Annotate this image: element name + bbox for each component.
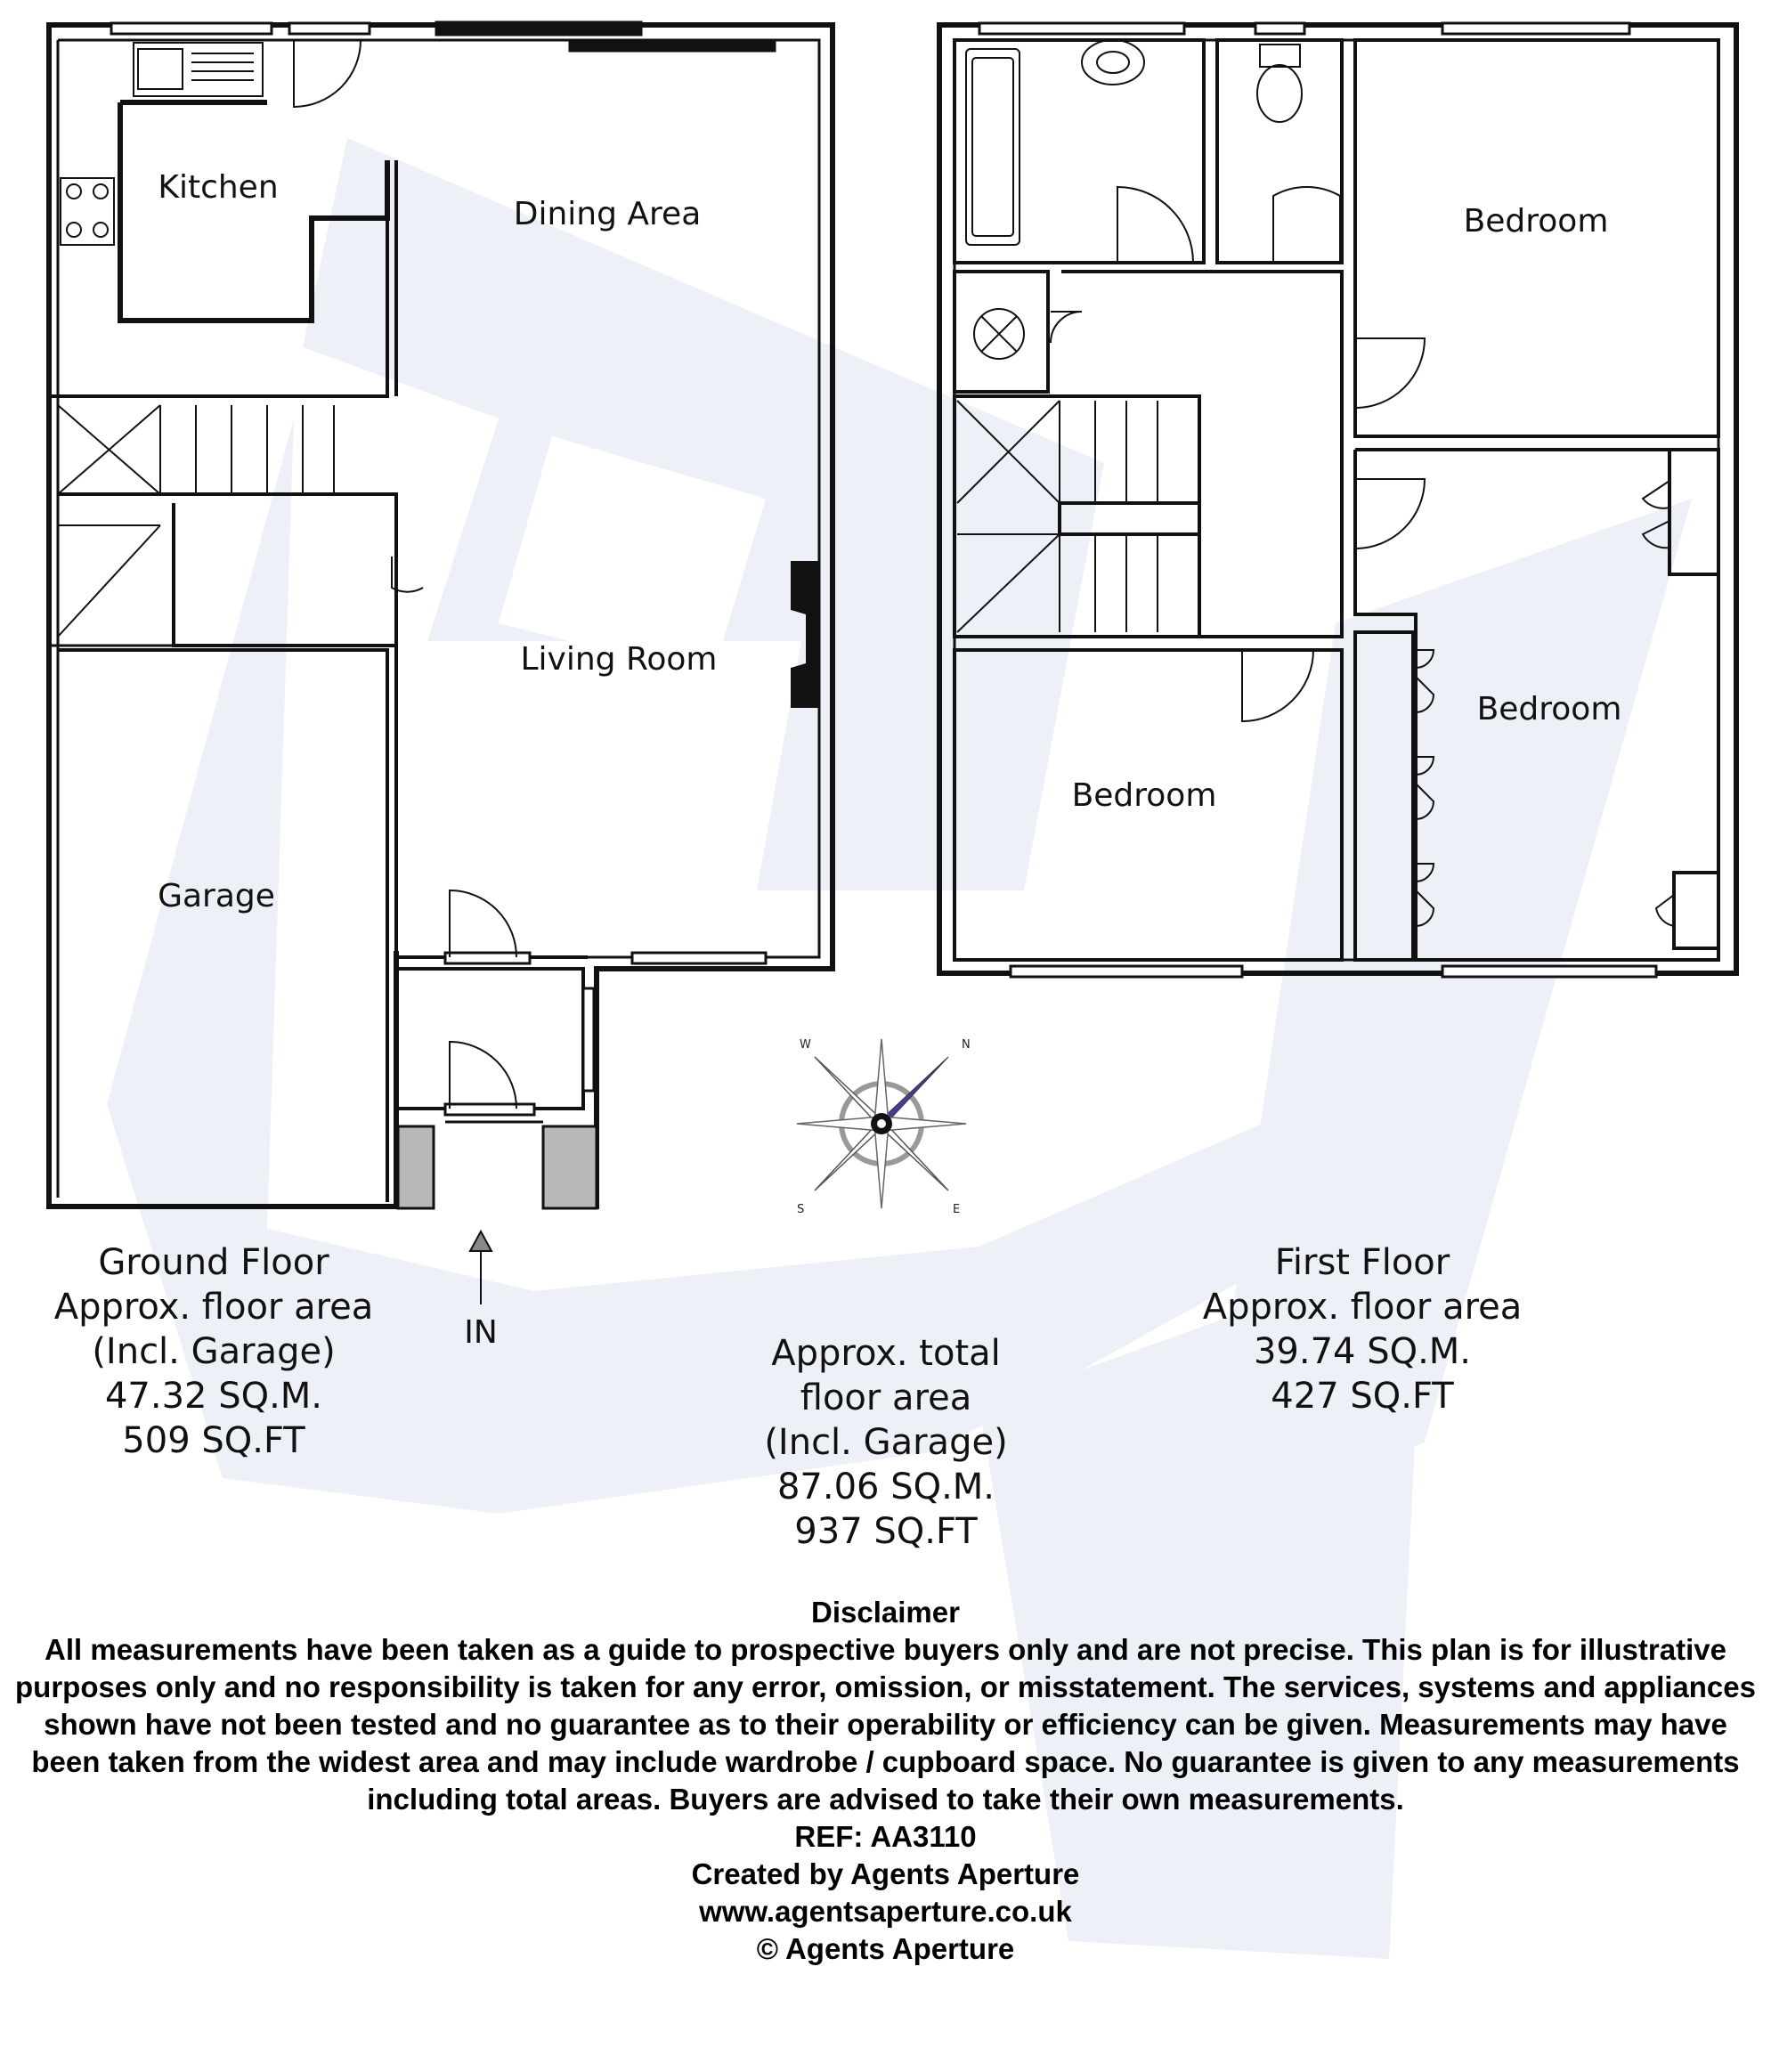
compass-s-label: S [797, 1203, 805, 1216]
caption-line: Ground Floor [98, 1242, 329, 1283]
caption-line: 39.74 SQ.M. [1253, 1331, 1472, 1372]
caption-line: Approx. floor area [53, 1287, 374, 1328]
room-label-kitchen: Kitchen [158, 169, 279, 206]
caption-line: 509 SQ.FT [122, 1420, 305, 1461]
room-label-living-room: Living Room [520, 641, 718, 678]
caption-line: 47.32 SQ.M. [104, 1376, 323, 1417]
compass-w-label: W [800, 1038, 811, 1052]
caption-line: 87.06 SQ.M. [776, 1467, 995, 1507]
caption-line: Approx. total [771, 1333, 1001, 1374]
first-floor-area-caption [1184, 1240, 1540, 1418]
compass-rose-icon [797, 1038, 971, 1216]
caption-line: floor area [800, 1377, 972, 1418]
room-label-dining-area: Dining Area [513, 196, 702, 232]
room-label-bedroom-bottom-left: Bedroom [1071, 777, 1217, 814]
ground-floor-area-caption [36, 1240, 392, 1463]
total-area-caption [708, 1331, 1064, 1554]
compass-n-label: N [962, 1038, 971, 1052]
disclaimer-copyright: © Agents Aperture [756, 1932, 1015, 1965]
bathroom-fixtures [966, 40, 1302, 359]
caption-line: (Incl. Garage) [92, 1331, 336, 1372]
disclaimer-ref: REF: AA3110 [794, 1820, 977, 1853]
room-label-garage: Garage [158, 878, 275, 914]
porch-pillars [398, 1126, 597, 1208]
disclaimer-block [13, 1594, 1758, 1968]
disclaimer-title: Disclaimer [811, 1596, 960, 1629]
room-label-bedroom-top-right: Bedroom [1463, 203, 1609, 240]
disclaimer-website-link[interactable]: www.agentsaperture.co.uk [699, 1895, 1072, 1928]
caption-line: (Incl. Garage) [764, 1422, 1008, 1463]
kitchen-fixtures [61, 43, 263, 245]
caption-line: Approx. floor area [1202, 1287, 1523, 1328]
room-label-bedroom-right: Bedroom [1476, 691, 1622, 727]
entrance-label: IN [464, 1314, 498, 1351]
caption-line: 427 SQ.FT [1271, 1376, 1454, 1417]
caption-line: 937 SQ.FT [794, 1511, 978, 1552]
disclaimer-created-by: Created by Agents Aperture [691, 1857, 1080, 1890]
compass-e-label: E [953, 1203, 961, 1216]
caption-line: First Floor [1274, 1242, 1450, 1283]
disclaimer-body: All measurements have been taken as a guide to prospective buyers only and are not precise. This plan is for illustrative purposes only and no responsibility is taken for any error, omission, or misstatement. The services, systems and appliances shown have not been tested and no guarantee as to their operability or efficiency can be given. Measurements may have been taken from the widest area and may include wardrobe / cupboard space. No guarantee is given to any measurements including total areas. Buyers are advised to take their own measurements. [15, 1633, 1756, 1816]
